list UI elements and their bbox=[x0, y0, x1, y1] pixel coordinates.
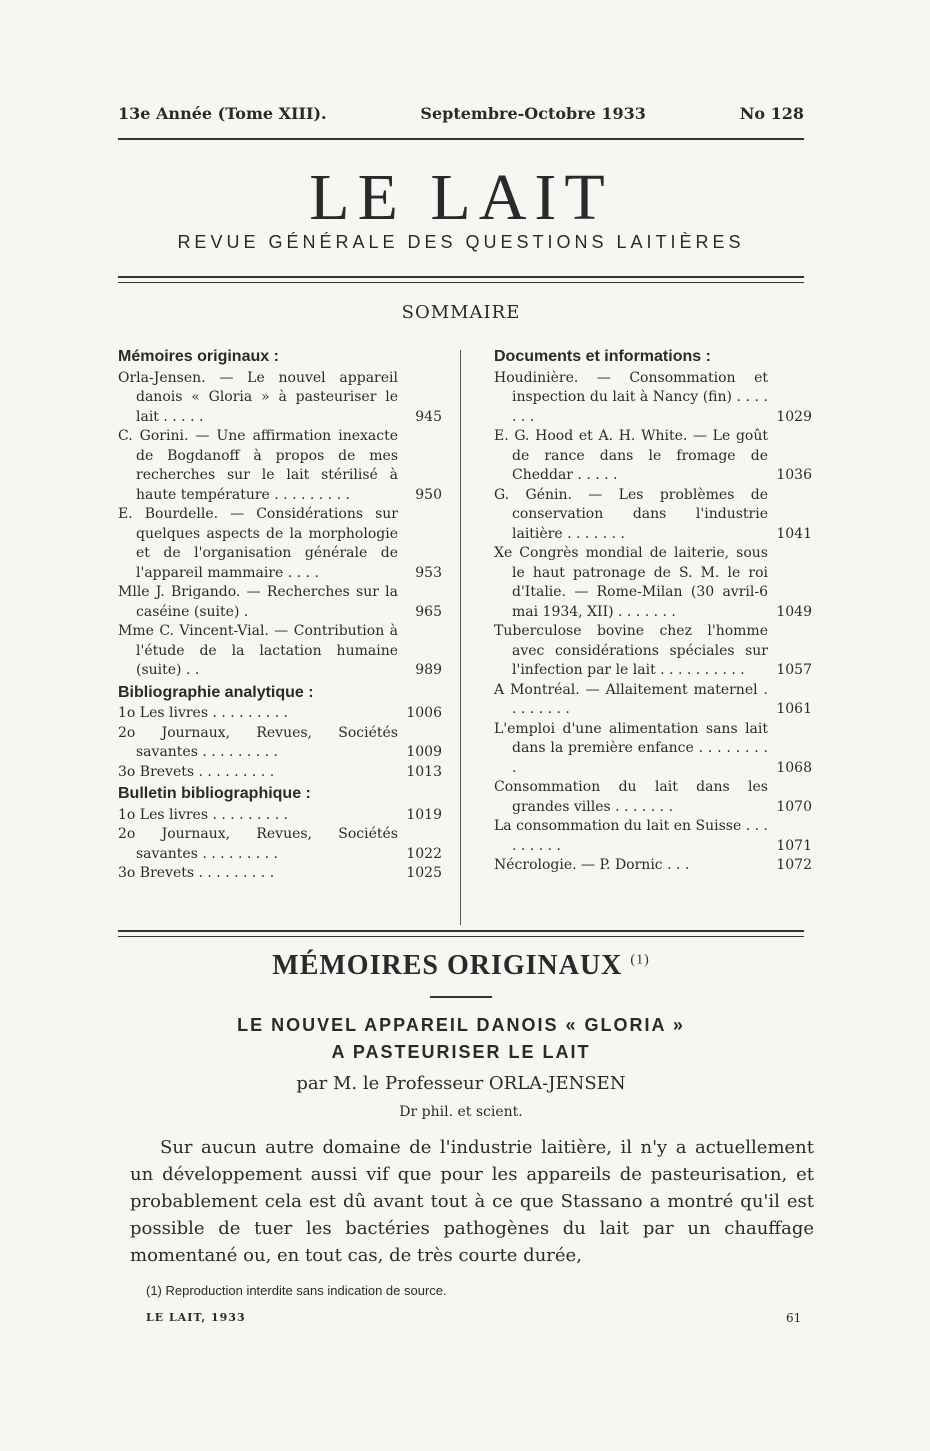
toc-entry-page: 945 bbox=[415, 408, 442, 425]
article-author: par M. le Professeur ORLA-JENSEN bbox=[296, 1073, 626, 1094]
toc-entry bbox=[494, 369, 812, 428]
toc-entry bbox=[494, 486, 812, 545]
footer-page-number: 61 bbox=[786, 1311, 802, 1325]
issue-number: No 128 bbox=[739, 104, 804, 123]
toc-entry bbox=[118, 427, 442, 505]
footer-journal: LE LAIT, 1933 bbox=[146, 1311, 246, 1324]
toc-entry bbox=[494, 817, 812, 856]
toc-rule-bottom bbox=[118, 936, 804, 937]
toc-entry-text: E. G. Hood et A. H. White. — Le goût de rance dans le fromage de Cheddar . . . . . bbox=[494, 428, 768, 483]
toc-entry-page: 1072 bbox=[776, 857, 812, 873]
toc-entry-page: 989 bbox=[415, 662, 442, 678]
toc-entry bbox=[118, 806, 442, 826]
toc-entry bbox=[118, 825, 442, 864]
toc-entry-text: Tuberculose bovine chez l'homme avec considérations spéciales sur l'infection par le lait . . . . . . . . . . bbox=[494, 623, 768, 678]
toc-entry-page: 1013 bbox=[406, 763, 442, 780]
toc-entry-page: 1022 bbox=[406, 845, 442, 862]
section-footnote-ref: (1) bbox=[630, 952, 650, 968]
toc-entry-text: Mlle J. Brigando. — Recherches sur la caséine (suite) . bbox=[118, 584, 398, 620]
toc-section-heading: Documents et informations : bbox=[494, 348, 711, 365]
section-title: MÉMOIRES ORIGINAUX $^{(1)}$ bbox=[272, 950, 650, 981]
toc-entry-page: 1057 bbox=[776, 662, 812, 678]
toc-left-column bbox=[118, 345, 442, 884]
toc-section-heading: Bulletin bibliographique : bbox=[118, 785, 311, 802]
toc-entry-text: E. Bourdelle. — Considérations sur quelques aspects de la morphologie et de l'organisation générale de l'appareil mammaire . . . . bbox=[118, 506, 398, 581]
toc-right-column bbox=[494, 345, 812, 876]
toc-entry-page: 1070 bbox=[776, 798, 812, 815]
toc-entry-text: Mme C. Vincent-Vial. — Contribution à l'étude de la lactation humaine (suite) . . bbox=[118, 623, 398, 678]
toc-entry bbox=[118, 724, 442, 763]
toc-entry-text: Houdinière. — Consommation et inspection du lait à Nancy (fin) . . . . . . . bbox=[494, 369, 768, 425]
toc-entry-page: 950 bbox=[415, 486, 442, 503]
toc-entry-text: 3o Brevets . . . . . . . . . bbox=[118, 865, 275, 881]
footnote: (1) Reproduction interdite sans indication de source. bbox=[146, 1283, 447, 1298]
toc-entry bbox=[118, 864, 442, 884]
toc-entry bbox=[118, 704, 442, 724]
article-body: Sur aucun autre domaine de l'industrie laitière, il n'y a actuellement un développement aussi vif que pour les appareils de pasteurisation, et probablement cela est dû avant tout à ce que Stassano a montré qu'il est possible de tuer les bactéries pathogènes du lait par un chauffage momentané ou, en tout cas, de très courte durée, bbox=[130, 1137, 814, 1266]
masthead-rule-bottom bbox=[118, 282, 804, 283]
toc-entry-page: 1036 bbox=[776, 467, 812, 483]
toc-rule-top bbox=[118, 930, 804, 932]
masthead-subtitle: REVUE GÉNÉRALE DES QUESTIONS LAITIÈRES bbox=[177, 232, 745, 252]
toc-entry bbox=[118, 763, 442, 783]
article-title: LE NOUVEL APPAREIL DANOIS « GLORIA » A PASTEURISER LE LAIT bbox=[237, 1015, 685, 1062]
sommaire-heading: SOMMAIRE bbox=[401, 302, 521, 323]
column-divider bbox=[460, 350, 461, 925]
toc-entry bbox=[118, 369, 442, 428]
header-rule bbox=[118, 138, 804, 140]
toc-entry-page: 1025 bbox=[406, 865, 442, 881]
toc-entry-text: Xe Congrès mondial de laiterie, sous le haut patronage de S. M. le roi d'Italie. — Rome-Milan (30 avril-6 mai 1934, XII) . . . . . . . bbox=[494, 545, 768, 620]
author-degree: Dr phil. et scient. bbox=[399, 1104, 523, 1120]
toc-entry bbox=[494, 720, 812, 779]
toc-entry-page: 953 bbox=[415, 564, 442, 581]
toc-entry-page: 1019 bbox=[406, 806, 442, 823]
toc-entry-page: 1006 bbox=[406, 705, 442, 721]
toc-entry-text: Orla-Jensen. — Le nouvel appareil danois « Gloria » à pasteuriser le lait . . . . . bbox=[118, 369, 398, 425]
toc-entry-text: 2o Journaux, Revues, Sociétés savantes . . . . . . . . . bbox=[118, 826, 398, 862]
toc-entry-text: C. Gorini. — Une affirmation inexacte de Bogdanoff à propos de mes recherches sur le lait stérilisé à haute température . . . . . . . . . bbox=[118, 428, 398, 503]
toc-entry bbox=[494, 544, 812, 622]
toc-entry-text: 3o Brevets . . . . . . . . . bbox=[118, 763, 275, 780]
toc-entry bbox=[494, 856, 812, 876]
masthead-rule-top bbox=[118, 276, 804, 278]
toc-entry-page: 1029 bbox=[776, 408, 812, 425]
toc-entry-page: 1061 bbox=[776, 701, 812, 717]
toc-entry bbox=[118, 583, 442, 622]
masthead-title: LE LAIT bbox=[309, 161, 613, 234]
toc-entry-text: Nécrologie. — P. Dornic . . . bbox=[494, 857, 690, 873]
toc-entry-text: 2o Journaux, Revues, Sociétés savantes . . . . . . . . . bbox=[118, 724, 398, 760]
toc-entry bbox=[118, 622, 442, 681]
toc-entry-text: G. Génin. — Les problèmes de conservation dans l'industrie laitière . . . . . . . bbox=[494, 486, 768, 542]
toc-entry-text: L'emploi d'une alimentation sans lait dans la première enfance . . . . . . . . . bbox=[494, 720, 768, 776]
section-rule bbox=[430, 996, 492, 998]
issue-header bbox=[118, 104, 804, 123]
toc-entry bbox=[494, 681, 812, 720]
toc-entry-page: 1049 bbox=[776, 603, 812, 620]
toc-entry-text: 1o Les livres . . . . . . . . . bbox=[118, 806, 289, 823]
toc-entry-page: 1071 bbox=[776, 837, 812, 854]
toc-section-heading: Bibliographie analytique : bbox=[118, 683, 314, 701]
toc-entry-text: 1o Les livres . . . . . . . . . bbox=[118, 705, 289, 721]
toc-entry-page: 965 bbox=[415, 603, 442, 620]
toc-entry-text: Consommation du lait dans les grandes villes . . . . . . . bbox=[494, 779, 768, 815]
year-tome: 13e Année (Tome XIII). bbox=[118, 104, 327, 123]
toc-entry-page: 1041 bbox=[776, 525, 812, 542]
toc-entry bbox=[494, 778, 812, 817]
toc-entry bbox=[494, 427, 812, 486]
toc-entry-page: 1009 bbox=[406, 744, 442, 760]
toc-entry bbox=[118, 505, 442, 583]
toc-entry bbox=[494, 622, 812, 681]
issue-date: Septembre-Octobre 1933 bbox=[420, 104, 646, 123]
toc-entry-text: La consommation du lait en Suisse . . . . . . . . . bbox=[494, 818, 768, 854]
toc-entry-page: 1068 bbox=[776, 759, 812, 776]
toc-entry-text: A Montréal. — Allaitement maternel . . . . . . . . bbox=[494, 681, 768, 717]
toc-section-heading: Mémoires originaux : bbox=[118, 348, 279, 365]
